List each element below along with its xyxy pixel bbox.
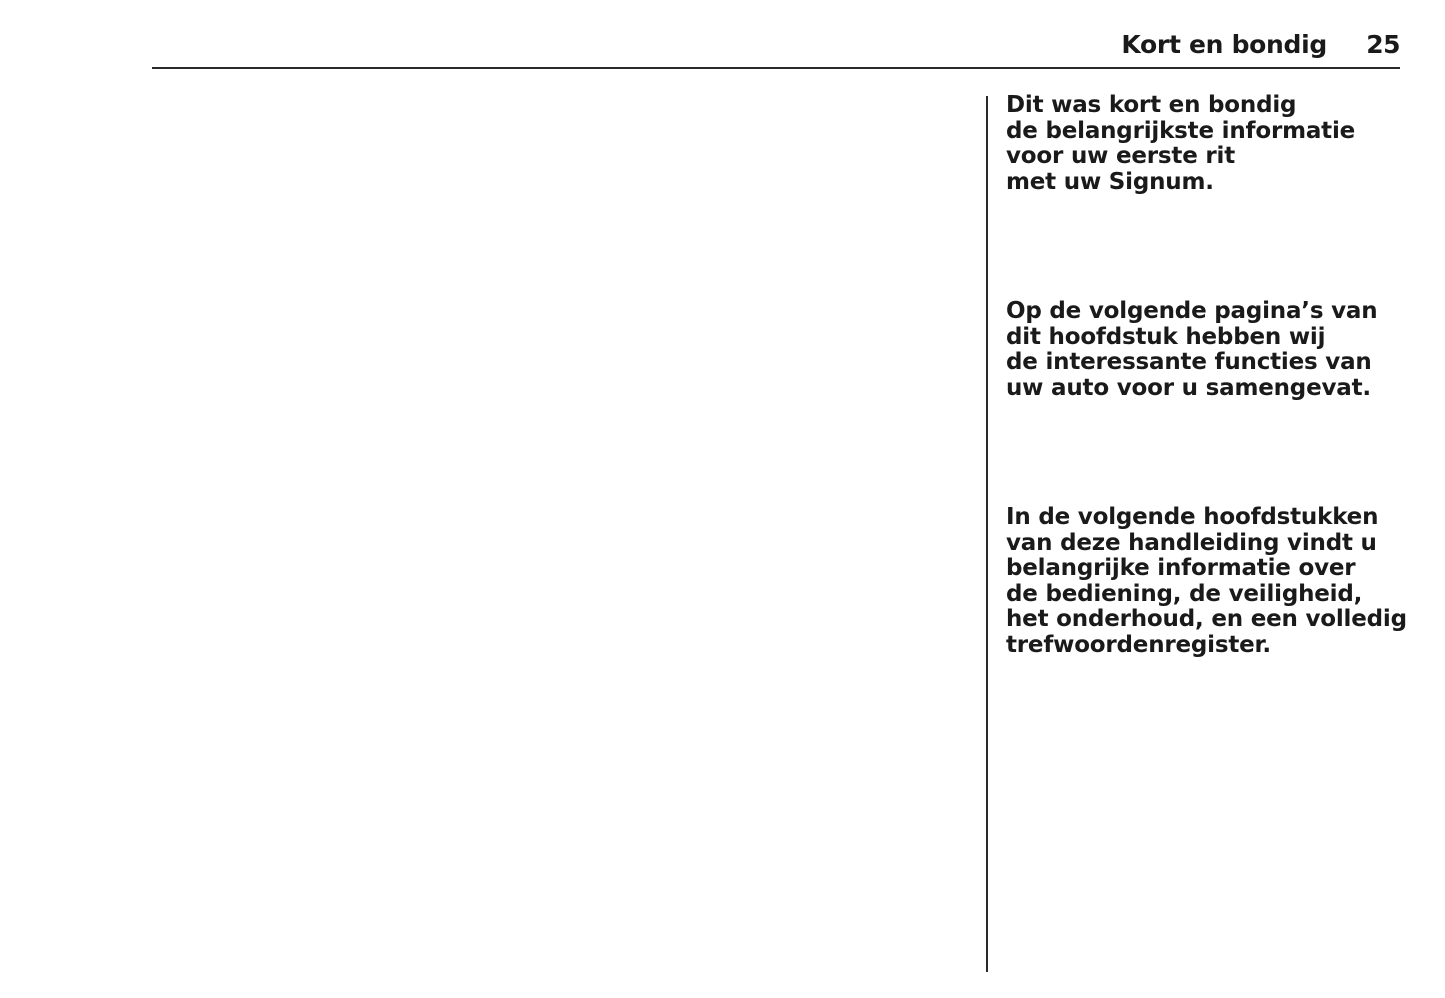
paragraph-line: Dit was kort en bondig [1006, 92, 1297, 118]
header-rule [152, 67, 1400, 69]
paragraph-line: het onderhoud, en een volledig [1006, 606, 1407, 632]
paragraph-line: trefwoordenregister. [1006, 631, 1271, 658]
paragraph-line: uw auto voor u samengevat. [1006, 374, 1371, 401]
paragraph-line: de bediening, de veiligheid, [1006, 580, 1363, 607]
paragraph-line: van deze handleiding vindt u [1006, 529, 1377, 556]
paragraph-line: Op de volgende pagina’s van [1006, 298, 1378, 324]
paragraph-line: In de volgende hoofdstukken [1006, 504, 1379, 530]
following-chapters-paragraph [1006, 505, 1407, 658]
paragraph-line: dit hoofdstuk hebben wij [1006, 323, 1326, 350]
chapter-summary-paragraph [1006, 299, 1377, 401]
page-number: 25 [1366, 30, 1400, 59]
paragraph-line: met uw Signum. [1006, 168, 1214, 195]
section-title: Kort en bondig [1121, 30, 1327, 59]
paragraph-line: de belangrijkste informatie [1006, 117, 1356, 144]
column-divider [986, 96, 988, 972]
paragraph-line: voor uw eerste rit [1006, 143, 1236, 169]
paragraph-line: belangrijke informatie over [1006, 555, 1356, 581]
paragraph-line: de interessante functies van [1006, 349, 1372, 375]
intro-paragraph [1006, 93, 1355, 195]
